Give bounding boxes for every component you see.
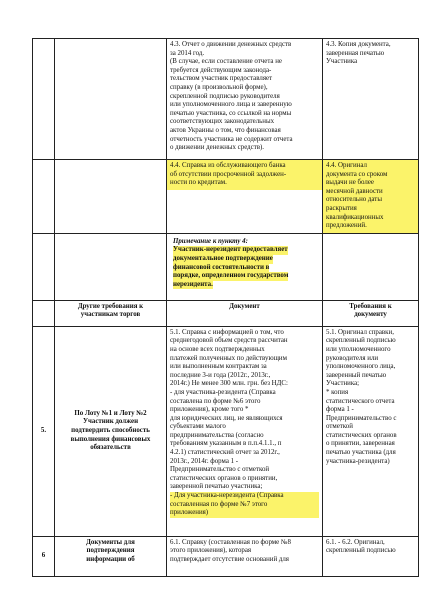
- document-text-line: предпринимательства (согласно: [170, 431, 264, 439]
- document-text-line: этого приложения), которая: [170, 547, 252, 555]
- requirement-text-line: статистического отчета: [326, 397, 395, 405]
- document-text-line: - для участника-резидента (Справка: [170, 388, 276, 396]
- document-requirement-cell: [323, 326, 419, 536]
- document-text-line: подтверждает отсутствие оснований для: [170, 555, 289, 563]
- note-body: [173, 246, 316, 289]
- requirements-table: [32, 38, 419, 577]
- header-text-line: участникам торгов: [80, 311, 141, 319]
- document-text-line: 2013г., 2014г. форма 1 -: [170, 457, 239, 465]
- document-text-line: последние 3-и года (2012г., 2013г.,: [170, 371, 271, 379]
- document-text-line: справку (в произвольной форме),: [170, 83, 268, 91]
- table-row: [33, 536, 419, 576]
- document-text-line: субъектами малого: [170, 423, 226, 431]
- document-text-line: для юридических лиц, не являющихся: [170, 414, 283, 422]
- requirement-text-line: месячной давности: [326, 187, 383, 195]
- document-text-line: 6.1. Справку (составленная по форме №8: [170, 538, 291, 546]
- document-text-line: об отсутствии просроченной задолжен-: [170, 170, 287, 178]
- table-row: [33, 160, 419, 234]
- requirement-cell: [55, 39, 167, 160]
- requirement-cell: [55, 326, 167, 536]
- header-text-line: документу: [354, 311, 387, 319]
- requirement-text-line: скрепленный подписью: [326, 547, 396, 555]
- note-text-line: документальное подтверждение: [173, 254, 273, 262]
- document-text-line: 4.4. Справка из обслуживающего банка: [170, 162, 286, 169]
- document-cell: [167, 536, 323, 576]
- row-number: 6: [33, 536, 55, 576]
- requirement-text-line: квалификационных: [326, 213, 384, 221]
- requirement-text-line: Участник должен: [82, 418, 139, 426]
- requirement-text-line: скрепленный подписью: [326, 337, 396, 345]
- document-text-line: 2014г.) Не менее 300 млн. грн. без НДС:: [170, 380, 288, 388]
- highlighted-text-line: составленная по форме №7 этого: [170, 500, 268, 508]
- note-cell: [167, 233, 323, 300]
- document-text-line: Предпринимательство с отметкой: [170, 466, 270, 474]
- document-text-line: заверенной печатью участника;: [170, 483, 263, 491]
- requirement-text-line: выполнения финансовых: [70, 435, 151, 443]
- document-requirement-cell: [323, 160, 419, 234]
- requirement-text-line: Участника: [326, 58, 358, 66]
- document-requirement-cell: [323, 233, 419, 300]
- highlighted-text: [167, 160, 322, 190]
- requirement-text-line: заверенная печатью: [326, 49, 385, 57]
- document-text-line: или выполненным контрактам за: [170, 363, 267, 371]
- row-number-cell: [33, 233, 55, 300]
- row-number-cell: [33, 160, 55, 234]
- table-header-row: [33, 300, 419, 326]
- row-number: 5.: [33, 326, 55, 536]
- document-text-line: ности по кредитам.: [170, 179, 227, 187]
- requirement-text-line: подтверждения: [86, 547, 135, 555]
- document-text-line: платежей полученных по действующим: [170, 354, 287, 362]
- requirement-text-line: 6.1. - 6.2. Оригинал,: [326, 538, 385, 546]
- document-text-line: 4.2.1) статистический отчет за 2012г.,: [170, 449, 280, 457]
- requirement-text-line: Документы для: [86, 538, 135, 546]
- requirement-text-line: раскрытия: [326, 204, 357, 212]
- requirement-text-line: выдачи не более: [326, 179, 374, 187]
- table-row: [33, 326, 419, 536]
- requirement-text-line: печатью участника (для: [326, 449, 396, 457]
- document-text-line: на основе всех подтвержденных: [170, 345, 265, 353]
- document-text: [170, 329, 319, 492]
- requirement-text-line: форма 1 -: [326, 406, 354, 414]
- requirement-text-line: Предпринимательство с: [326, 414, 397, 422]
- note-text-line: нерезидента.: [173, 280, 213, 288]
- document-text-line: или уполномоченного лица и заверенную: [170, 101, 292, 109]
- document-text-line: о движении денежных средств).: [170, 144, 265, 152]
- document-text-line: за 2014 год.: [170, 49, 205, 57]
- requirement-text-line: заверенный печатью: [326, 371, 387, 379]
- requirement-text-line: участника-резидента): [326, 457, 390, 465]
- requirement-text-line: По Лоту №1 и Лоту №2: [74, 409, 147, 417]
- document-text-line: 4.3. Отчет о движении денежных средств: [170, 41, 292, 48]
- table-row: [33, 233, 419, 300]
- document-text-line: актов Украины о том, что финансовая: [170, 126, 281, 134]
- requirement-text-line: обязательств: [90, 444, 131, 452]
- requirement-text-line: Участника;: [326, 380, 360, 388]
- document-requirement-cell: [323, 39, 419, 160]
- requirement-text-line: 4.4. Оригинал: [326, 162, 367, 169]
- document-cell: [167, 326, 323, 536]
- requirement-text-line: уполномоченного лица,: [326, 363, 396, 371]
- row-number-cell: [33, 39, 55, 160]
- document-requirement-cell: [323, 536, 419, 576]
- requirement-cell: [55, 536, 167, 576]
- document-text-line: статистических органов о принятии,: [170, 474, 278, 482]
- document-text-line: требованиям указанным в п.п.4.1.1., п: [170, 440, 282, 448]
- document-text-line: печатью участника, со ссылкой на нормы: [170, 109, 292, 117]
- header-text-line: Другие требования к: [77, 302, 144, 310]
- requirement-text-line: или уполномоченного: [326, 345, 391, 353]
- highlighted-text-line: приложения): [170, 509, 209, 517]
- header-other-requirements: [55, 300, 167, 326]
- document-text-line: составлена по форме №6 этого: [170, 397, 261, 405]
- note-text-line: финансовой состоятельности в: [173, 263, 270, 271]
- requirement-text-line: о принятии, заверенная: [326, 440, 395, 448]
- document-text-line: 5.1. Справка с информацией о том, что: [170, 328, 284, 336]
- document-text-line: приложения), кроме того *: [170, 406, 249, 414]
- note-text-line: порядке, определенном государством: [173, 272, 289, 280]
- note-title: Примечание к пункту 4:: [173, 237, 248, 245]
- note-text-line: Участник-нерезидент предоставляет: [173, 246, 288, 254]
- document-cell: [167, 160, 323, 234]
- highlighted-text-line: - Для участника-нерезидента (Справка: [170, 492, 284, 500]
- header-document: Документ: [167, 300, 323, 326]
- requirement-text-line: подтвердить способность: [71, 426, 150, 434]
- requirement-text-line: документа со сроком: [326, 170, 388, 178]
- requirement-text-line: информации об: [86, 555, 135, 563]
- requirement-text-line: руководителя или: [326, 354, 379, 362]
- requirement-text-line: отметкой: [326, 423, 353, 431]
- document-cell: [167, 39, 323, 160]
- document-text-line: скрепленной подписью руководителя: [170, 92, 280, 100]
- document-text-line: (В случае, если составление отчета не: [170, 58, 282, 66]
- header-document-requirements: [323, 300, 419, 326]
- requirement-cell: [55, 160, 167, 234]
- requirement-text-line: относительно даты: [326, 196, 382, 204]
- requirement-cell: [55, 233, 167, 300]
- row-number-cell: [33, 300, 55, 326]
- document-text-line: отчетность участника не содержит отчета: [170, 135, 293, 143]
- requirement-text-line: 4.3. Копия документа,: [326, 41, 391, 48]
- header-text-line: Требования к: [349, 302, 392, 310]
- requirement-text-line: статистических органов: [326, 431, 397, 439]
- document-text-line: соответствующих законодательных: [170, 118, 275, 126]
- requirement-text-line: предложений.: [326, 222, 367, 230]
- highlighted-text: [323, 160, 418, 233]
- requirement-text-line: 5.1. Оригинал справки,: [326, 328, 394, 336]
- table-row: [33, 39, 419, 160]
- highlighted-text: [170, 492, 319, 518]
- document-text-line: среднегодовой объем средств рассчитан: [170, 337, 288, 345]
- requirement-text-line: * копия: [326, 388, 349, 396]
- document-text-line: требуется действующим законода-: [170, 66, 272, 74]
- document-text-line: тельством участник предоставляет: [170, 75, 273, 83]
